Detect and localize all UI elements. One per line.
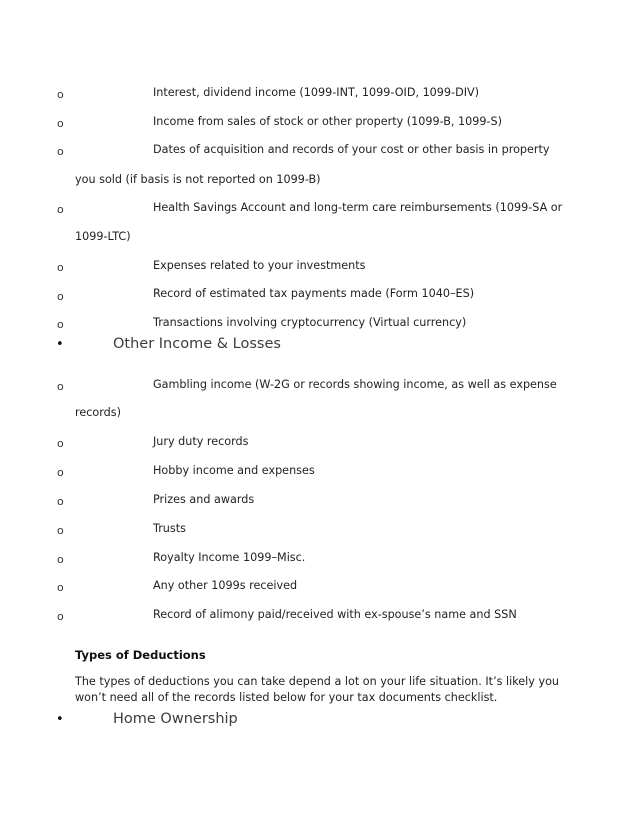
- list-bullet: o: [57, 88, 64, 101]
- list-item-continuation: records): [75, 406, 121, 419]
- list-item-text: Gambling income (W-2G or records showing income, as well as expense: [153, 378, 557, 391]
- list-item-text: Record of estimated tax payments made (Form 1040–ES): [153, 287, 475, 300]
- list-bullet: o: [57, 117, 64, 130]
- deductions-paragraph-line: The types of deductions you can take depend a lot on your life situation. It’s likely you: [75, 675, 560, 688]
- list-item-text: Transactions involving cryptocurrency (Virtual currency): [153, 316, 467, 329]
- section-bullet: •: [56, 337, 64, 352]
- list-bullet: o: [57, 581, 64, 594]
- list-item-text: Jury duty records: [153, 435, 249, 448]
- list-item-text: Royalty Income 1099–Misc.: [153, 551, 306, 564]
- list-item-text: Record of alimony paid/received with ex-spouse’s name and SSN: [153, 608, 517, 621]
- list-item-text: Health Savings Account and long-term care reimbursements (1099-SA or: [153, 201, 563, 214]
- section-title-home-ownership: Home Ownership: [113, 711, 238, 727]
- list-bullet: o: [57, 610, 64, 623]
- list-item-text: Expenses related to your investments: [153, 259, 366, 272]
- list-item-continuation: you sold (if basis is not reported on 1099-B): [75, 173, 321, 186]
- list-item-text: Dates of acquisition and records of your cost or other basis in property: [153, 143, 550, 156]
- list-item-text: Hobby income and expenses: [153, 464, 315, 477]
- section-bullet: •: [56, 712, 64, 727]
- list-bullet: o: [57, 553, 64, 566]
- list-item-continuation: 1099-LTC): [75, 230, 131, 243]
- list-bullet: o: [57, 437, 64, 450]
- list-bullet: o: [57, 318, 64, 331]
- list-bullet: o: [57, 290, 64, 303]
- list-item-text: Income from sales of stock or other property (1099-B, 1099-S): [153, 115, 503, 128]
- list-bullet: o: [57, 466, 64, 479]
- list-item-text: Prizes and awards: [153, 493, 255, 506]
- list-bullet: o: [57, 261, 64, 274]
- list-item-text: Any other 1099s received: [153, 579, 298, 592]
- list-item-text: Trusts: [153, 522, 186, 535]
- list-bullet: o: [57, 145, 64, 158]
- section-title-other-income: Other Income & Losses: [113, 336, 281, 352]
- deductions-heading: Types of Deductions: [75, 648, 206, 662]
- list-item-text: Interest, dividend income (1099-INT, 1099-OID, 1099-DIV): [153, 86, 480, 99]
- list-bullet: o: [57, 495, 64, 508]
- list-bullet: o: [57, 380, 64, 393]
- list-bullet: o: [57, 203, 64, 216]
- list-bullet: o: [57, 524, 64, 537]
- deductions-paragraph-line: won’t need all of the records listed below for your tax documents checklist.: [75, 691, 498, 704]
